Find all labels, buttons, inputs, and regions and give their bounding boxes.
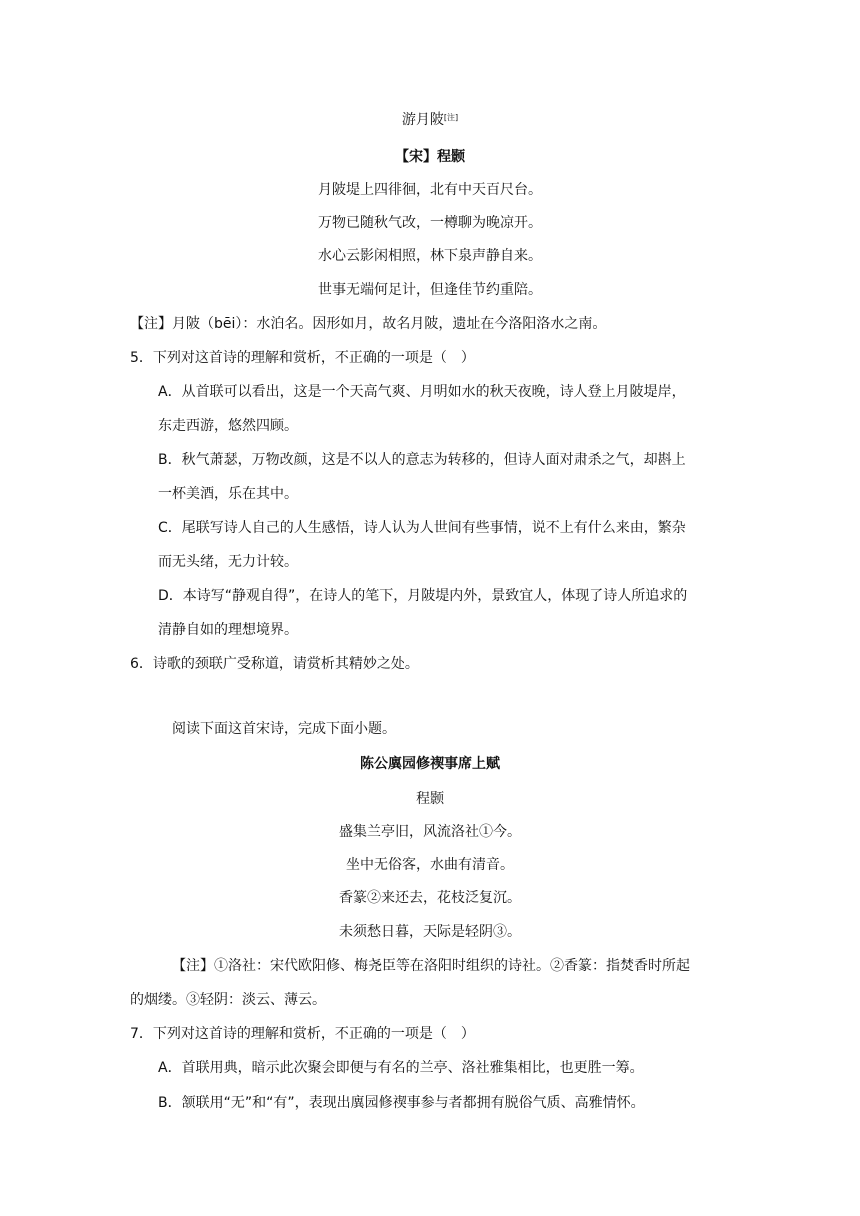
q5-option-b-cont: 一杯美酒，乐在其中。 xyxy=(158,486,298,502)
poem1-title-note: [注] xyxy=(443,113,459,122)
q7-stem: 7．下列对这首诗的理解和赏析，不正确的一项是（ ） xyxy=(130,1026,475,1042)
q5-option-c-cont: 而无头绪，无力计较。 xyxy=(158,554,298,570)
q6-stem: 6．诗歌的颈联广受称道，请赏析其精妙之处。 xyxy=(130,656,419,672)
q7-option-a: A．首联用典，暗示此次聚会即便与有名的兰亭、洛社雅集相比，也更胜一筹。 xyxy=(158,1060,644,1076)
poem1-title: 游月陂[注] xyxy=(401,112,459,128)
poem1-note: 【注】月陂（bēi）：水泊名。因形如月，故名月陂，遗址在今洛阳洛水之南。 xyxy=(130,316,607,332)
q5-stem: 5．下列对这首诗的理解和赏析，不正确的一项是（ ） xyxy=(130,350,475,366)
poem1-author: 【宋】程颢 xyxy=(395,149,465,165)
poem2-line: 香篆②来还去，花枝泛复沉。 xyxy=(339,890,521,906)
poem2-line: 坐中无俗客，水曲有清音。 xyxy=(346,857,514,873)
section2-intro: 阅读下面这首宋诗，完成下面小题。 xyxy=(172,721,396,737)
poem1-line: 月陂堤上四徘徊，北有中天百尺台。 xyxy=(318,182,542,198)
poem1-line: 万物已随秋气改，一樽聊为晚凉开。 xyxy=(318,215,542,231)
q5-option-c: C．尾联写诗人自己的人生感悟，诗人认为人世间有些事情，说不上有什么来由，繁杂 xyxy=(158,520,686,536)
poem1-line: 世事无端何足计，但逢佳节约重陪。 xyxy=(318,282,542,298)
poem2-line: 盛集兰亭旧，风流洛社①今。 xyxy=(339,824,521,840)
q7-option-b: B．颔联用“无”和“有”，表现出廙园修禊事参与者都拥有脱俗气质、高雅情怀。 xyxy=(158,1095,645,1111)
poem1-line: 水心云影闲相照，林下泉声静自来。 xyxy=(318,248,542,264)
q5-option-a-cont: 东走西游，悠然四顾。 xyxy=(158,418,298,434)
q5-option-b: B．秋气萧瑟，万物改颜，这是不以人的意志为转移的，但诗人面对肃杀之气，却斟上 xyxy=(158,452,686,468)
q5-option-a: A．从首联可以看出，这是一个天高气爽、月明如水的秋天夜晚，诗人登上月陂堤岸， xyxy=(158,384,686,400)
poem2-note-cont: 的烟缕。③轻阴：淡云、薄云。 xyxy=(130,992,326,1008)
poem2-title: 陈公廙园修禊事席上赋 xyxy=(360,756,500,772)
poem2-author: 程颢 xyxy=(416,791,444,807)
q5-option-d: D．本诗写“静观自得”，在诗人的笔下，月陂堤内外，景致宜人，体现了诗人所追求的 xyxy=(158,588,688,604)
poem2-line: 未须愁日暮，天际是轻阴③。 xyxy=(339,924,521,940)
poem2-note: 【注】①洛社：宋代欧阳修、梅尧臣等在洛阳时组织的诗社。②香篆：指焚香时所起 xyxy=(172,958,690,974)
q5-option-d-cont: 清静自如的理想境界。 xyxy=(158,622,298,638)
